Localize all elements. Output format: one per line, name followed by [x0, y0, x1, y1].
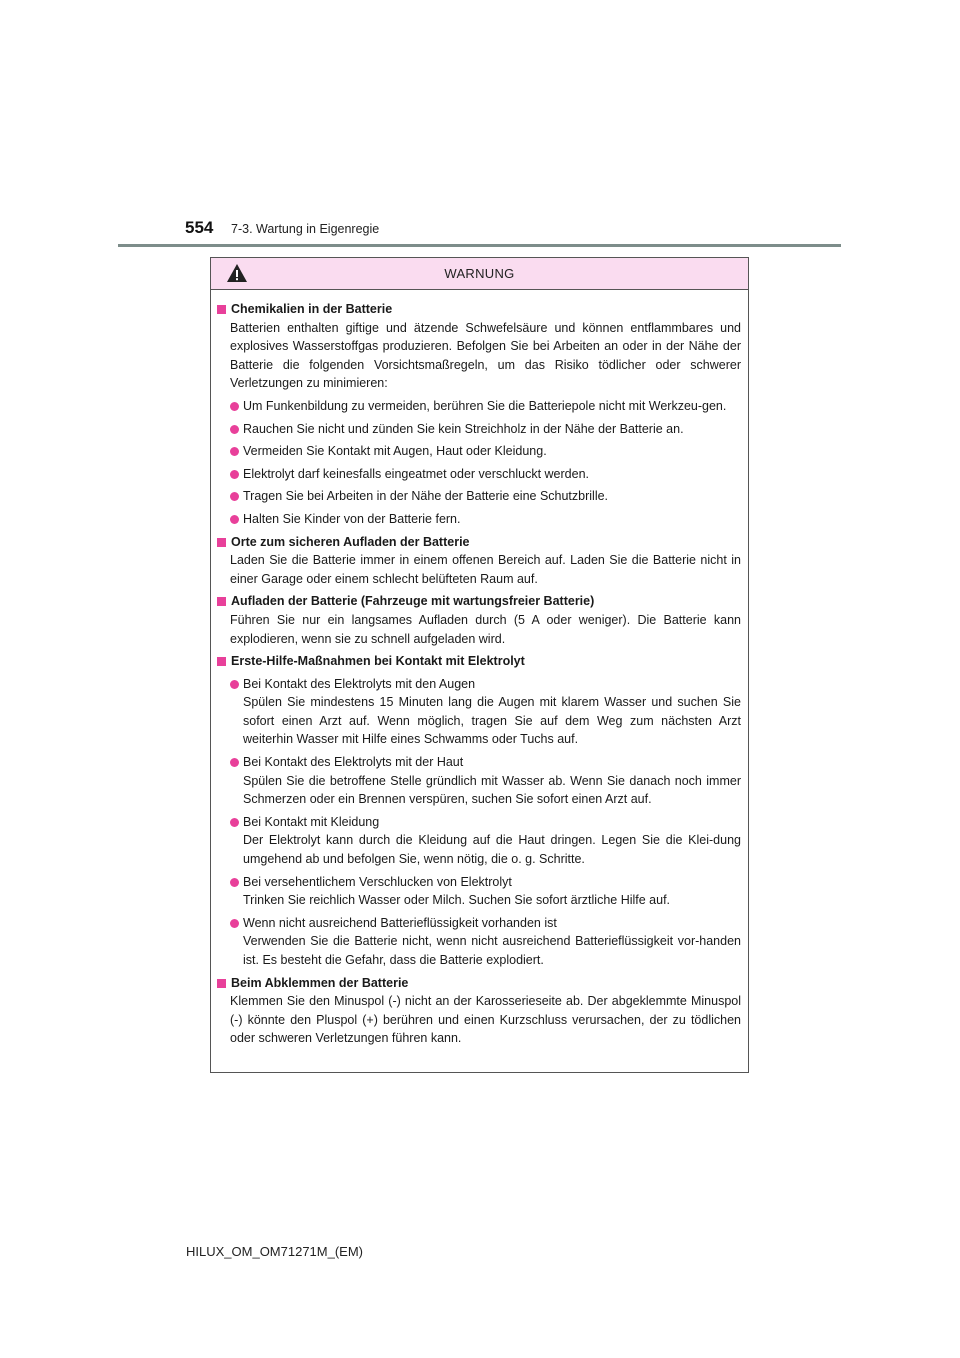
- list-item-title: Bei versehentlichem Verschlucken von Elektrolyt: [243, 874, 512, 889]
- round-bullet-icon: [230, 492, 239, 501]
- section-heading-text: Orte zum sicheren Aufladen der Batterie: [231, 534, 470, 549]
- list-item-title: Bei Kontakt mit Kleidung: [243, 814, 380, 829]
- list-item: [230, 914, 741, 970]
- square-bullet-icon: [217, 597, 226, 606]
- round-bullet-icon: [230, 818, 239, 827]
- round-bullet-icon: [230, 402, 239, 411]
- warning-section: [217, 592, 741, 648]
- list-item-body: [243, 675, 741, 749]
- round-bullet-icon: [230, 515, 239, 524]
- round-bullet-icon: [230, 425, 239, 434]
- warning-section: [217, 652, 741, 970]
- list-item-text: Verwenden Sie die Batterie nicht, wenn nicht ausreichend Batterieflüssigkeit vor-handen ist. Es besteht die Gefahr, dass die Batterie explodiert.: [243, 934, 741, 967]
- list-item-text: Halten Sie Kinder von der Batterie fern.: [243, 511, 461, 526]
- section-heading-text: Beim Abklemmen der Batterie: [231, 975, 409, 990]
- warning-section: [217, 533, 741, 589]
- warning-header: [211, 258, 748, 290]
- list-item: [230, 420, 741, 439]
- round-bullet-icon: [230, 878, 239, 887]
- section-title: 7-3. Wartung in Eigenregie: [231, 222, 380, 236]
- list-item: [230, 397, 741, 416]
- list-item-text: Tragen Sie bei Arbeiten in der Nähe der Batterie eine Schutzbrille.: [243, 489, 609, 504]
- square-bullet-icon: [217, 979, 226, 988]
- warning-triangle-icon: [226, 263, 248, 283]
- list-item: [230, 813, 741, 869]
- list-item-body: [243, 873, 741, 910]
- warning-body: [211, 290, 748, 1048]
- list-item-text: Der Elektrolyt kann durch die Kleidung auf die Haut dringen. Legen Sie die Klei-dung umgehend ab und befolgen Sie, wenn nötig, die o. g. Schritte.: [243, 833, 741, 867]
- list-item-text: Um Funkenbildung zu vermeiden, berühren Sie die Batteriepole nicht mit Werkzeu-gen.: [243, 398, 727, 413]
- round-bullet-icon: [230, 919, 239, 928]
- list-item-body: [243, 813, 741, 869]
- section-heading: [217, 652, 741, 671]
- round-bullet-icon: [230, 758, 239, 767]
- square-bullet-icon: [217, 305, 226, 314]
- section-heading: [217, 533, 741, 552]
- square-bullet-icon: [217, 657, 226, 666]
- round-bullet-icon: [230, 470, 239, 479]
- list-item: [230, 442, 741, 461]
- list-item: [230, 465, 741, 484]
- section-paragraph: Führen Sie nur ein langsames Aufladen durch (5 A oder weniger). Die Batterie kann explodieren, wenn sie zu schnell aufgeladen wird.: [230, 612, 741, 646]
- warning-title: WARNUNG: [444, 266, 515, 281]
- list-item-text: Rauchen Sie nicht und zünden Sie kein Streichholz in der Nähe der Batterie an.: [243, 421, 684, 436]
- list-item: [230, 487, 741, 506]
- warning-section: [217, 300, 741, 529]
- section-heading-text: Aufladen der Batterie (Fahrzeuge mit wartungsfreier Batterie): [231, 594, 595, 609]
- list-item-text: Trinken Sie reichlich Wasser oder Milch. Suchen Sie sofort ärztliche Hilfe auf.: [243, 893, 671, 908]
- warning-section: [217, 974, 741, 1048]
- list-item-text: Elektrolyt darf keinesfalls eingeatmet oder verschluckt werden.: [243, 466, 589, 481]
- round-bullet-icon: [230, 447, 239, 456]
- section-paragraph: Laden Sie die Batterie immer in einem offenen Bereich auf. Laden Sie die Batterie nicht in einer Garage oder einem schlecht belüfteten Raum auf.: [230, 553, 741, 586]
- list-item-text: Spülen Sie die betroffene Stelle gründlich mit Wasser ab. Wenn Sie danach noch immer Schmerzen oder ein Brennen verspüren, suchen Sie sofort einen Arzt auf.: [243, 773, 741, 807]
- list-item-body: [243, 753, 741, 809]
- section-paragraph: Batterien enthalten giftige und ätzende Schwefelsäure und können entflammbares und explosives Wasserstoffgas produzieren. Befolgen Sie bei Arbeiten an oder in der Nähe der Batterie die folgenden Vorsichtsmaßregeln, um das Risiko tödlicher oder schwerer Verletzungen zu minimieren:: [230, 320, 741, 391]
- list-item: [230, 873, 741, 910]
- list-item: [230, 510, 741, 529]
- list-item-text: Spülen Sie mindestens 15 Minuten lang die Augen mit klarem Wasser und suchen Sie sofort einen Arzt auf. Wenn möglich, tragen Sie auf dem Weg zum nächsten Arzt weiterhin Wasser mit Hilfe eines Schwamms oder Tuchs auf.: [243, 695, 741, 747]
- section-heading: [217, 592, 741, 611]
- list-item-text: Vermeiden Sie Kontakt mit Augen, Haut oder Kleidung.: [243, 444, 547, 459]
- section-heading-text: Chemikalien in der Batterie: [231, 302, 393, 316]
- page-number: 554: [185, 218, 214, 237]
- list-item-title: Wenn nicht ausreichend Batterieflüssigkeit vorhanden ist: [243, 915, 557, 930]
- warning-box: [210, 257, 749, 1073]
- section-heading: [217, 300, 741, 319]
- document-id: HILUX_OM_OM71271M_(EM): [186, 1244, 363, 1259]
- list-item-title: Bei Kontakt des Elektrolyts mit den Augen: [243, 676, 476, 691]
- round-bullet-icon: [230, 680, 239, 689]
- section-paragraph: Klemmen Sie den Minuspol (-) nicht an der Karosserieseite ab. Der abgeklemmte Minuspol (-) könnte den Pluspol (+) berühren und einen Kurzschluss verursachen, der zu tödlichen oder schweren Verletzungen führen kann.: [230, 994, 741, 1046]
- list-item: [230, 753, 741, 809]
- section-heading-text: Erste-Hilfe-Maßnahmen bei Kontakt mit Elektrolyt: [231, 654, 525, 669]
- header-divider: [118, 244, 841, 247]
- list-item-body: [243, 914, 741, 970]
- list-item: [230, 675, 741, 749]
- square-bullet-icon: [217, 538, 226, 547]
- list-item-title: Bei Kontakt des Elektrolyts mit der Haut: [243, 755, 464, 770]
- section-heading: [217, 974, 741, 993]
